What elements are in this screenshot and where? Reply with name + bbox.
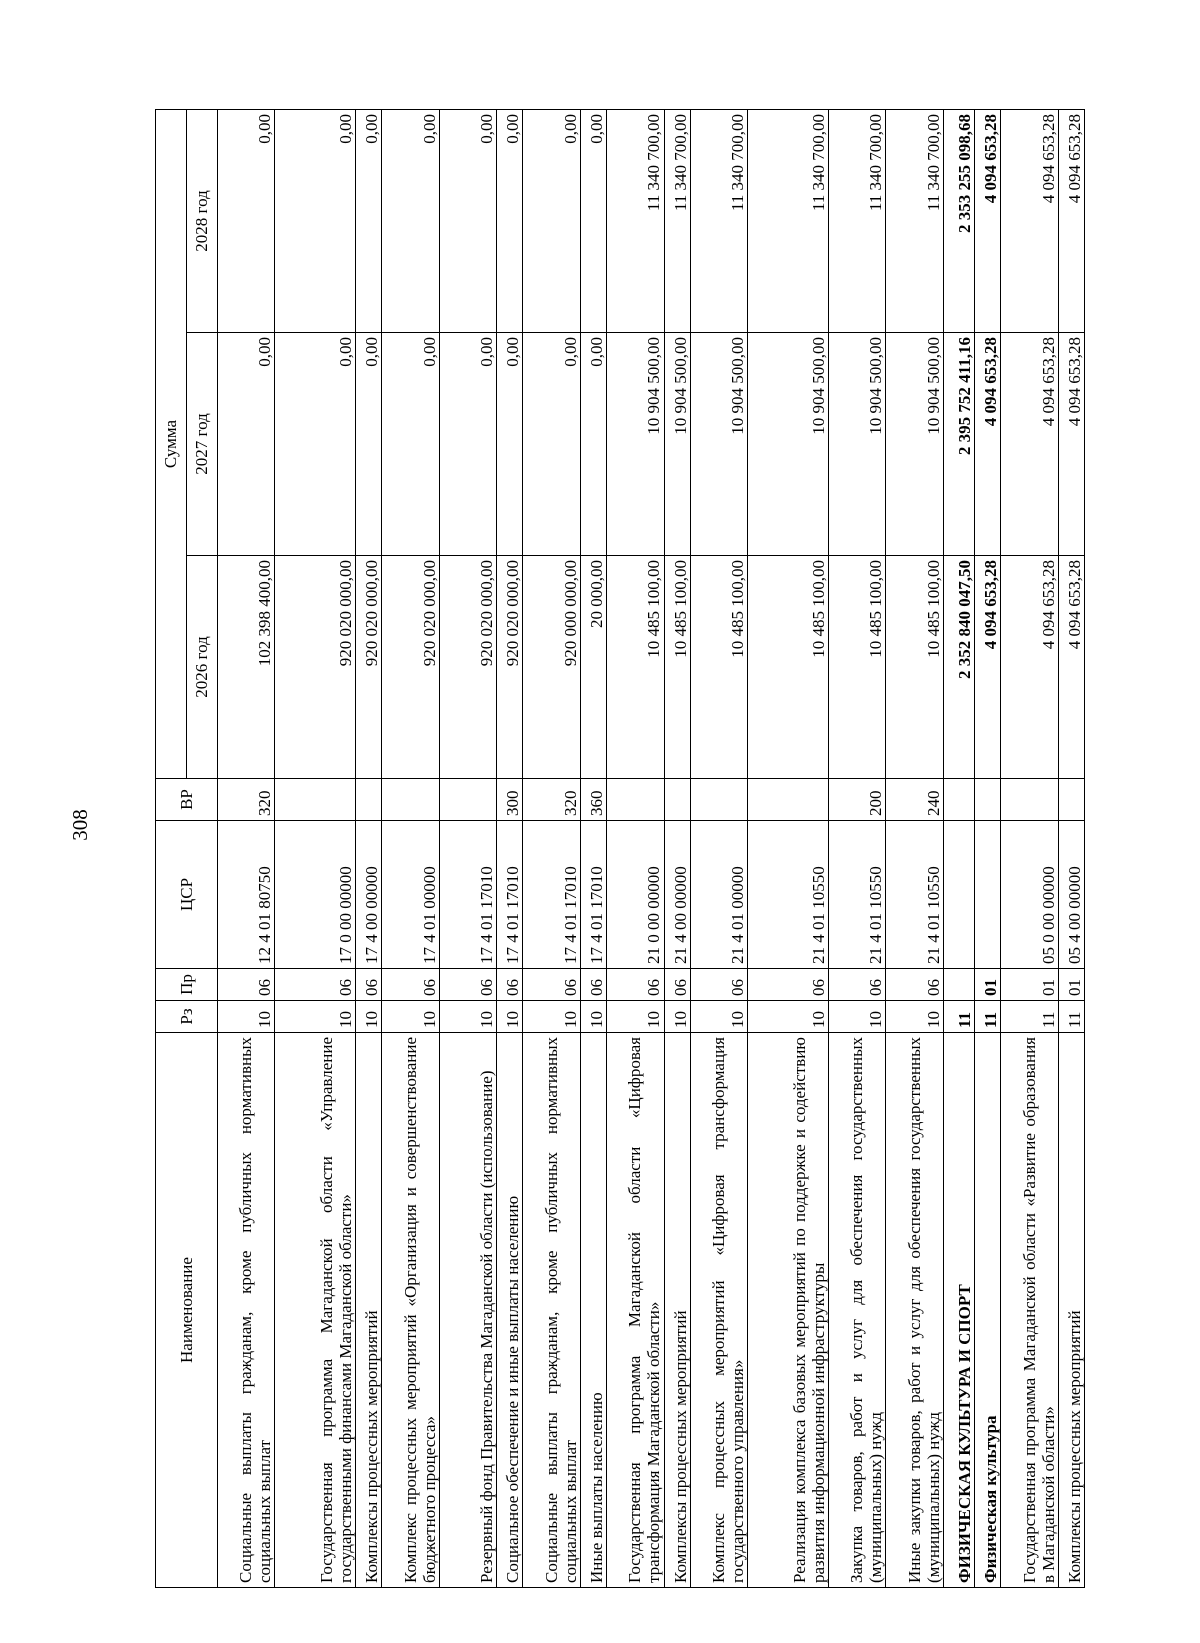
row-vr [356, 779, 382, 821]
row-csr: 21 0 00 00000 [607, 821, 664, 969]
row-sum-2027: 0,00 [218, 333, 275, 556]
row-sum-2028: 11 340 700,00 [690, 110, 747, 333]
table-row [828, 110, 885, 1588]
row-sum-2026: 4 094 653,28 [1058, 556, 1084, 779]
table-row [664, 110, 690, 1588]
row-vr: 360 [580, 779, 606, 821]
row-vr: 300 [497, 779, 523, 821]
row-csr: 05 0 00 00000 [1001, 821, 1058, 969]
row-csr: 05 4 00 00000 [1058, 821, 1084, 969]
row-sum-2028: 0,00 [356, 110, 382, 333]
row-sum-2028: 0,00 [523, 110, 580, 333]
row-sum-2027: 4 094 653,28 [1058, 333, 1084, 556]
row-vr [607, 779, 664, 821]
header-vr: ВР [156, 779, 218, 821]
row-name: Комплекс процессных мероприятий «Цифровая трансформация государственного управления» [690, 1033, 747, 1588]
row-rz: 10 [580, 1001, 606, 1033]
row-rz: 10 [356, 1001, 382, 1033]
table-row [356, 110, 382, 1588]
row-pr: 06 [607, 969, 664, 1001]
row-name: Комплексы процессных мероприятий [664, 1033, 690, 1588]
table-row [974, 110, 1000, 1588]
row-sum-2028: 4 094 653,28 [1001, 110, 1058, 333]
row-rz: 11 [974, 1001, 1000, 1033]
row-pr [943, 969, 974, 1001]
row-sum-2028: 0,00 [439, 110, 496, 333]
row-sum-2028: 0,00 [497, 110, 523, 333]
row-pr: 06 [828, 969, 885, 1001]
row-csr: 17 0 00 00000 [275, 821, 356, 969]
row-csr: 17 4 01 17010 [439, 821, 496, 969]
row-sum-2026: 10 485 100,00 [607, 556, 664, 779]
row-pr: 06 [382, 969, 439, 1001]
row-pr: 06 [664, 969, 690, 1001]
row-sum-2026: 920 020 000,00 [439, 556, 496, 779]
header-year-2026: 2026 год [187, 556, 218, 779]
row-sum-2027: 10 904 500,00 [828, 333, 885, 556]
row-sum-2028: 0,00 [382, 110, 439, 333]
row-rz: 10 [382, 1001, 439, 1033]
row-rz: 10 [523, 1001, 580, 1033]
row-rz: 10 [275, 1001, 356, 1033]
row-name: Реализация комплекса базовых мероприятий по поддержке и содействию развития информационной инфраструктуры [748, 1033, 829, 1588]
row-name: Государственная программа Магаданской области «Управление государственными финансами Магаданской области» [275, 1033, 356, 1588]
row-sum-2026: 920 020 000,00 [356, 556, 382, 779]
row-rz: 10 [690, 1001, 747, 1033]
row-rz: 10 [439, 1001, 496, 1033]
row-csr: 17 4 01 17010 [523, 821, 580, 969]
row-rz: 11 [1058, 1001, 1084, 1033]
row-sum-2028: 11 340 700,00 [886, 110, 943, 333]
row-csr: 17 4 01 17010 [580, 821, 606, 969]
row-sum-2027: 0,00 [356, 333, 382, 556]
row-vr [664, 779, 690, 821]
row-csr: 12 4 01 80750 [218, 821, 275, 969]
row-sum-2028: 0,00 [218, 110, 275, 333]
row-vr: 200 [828, 779, 885, 821]
row-sum-2028: 4 094 653,28 [1058, 110, 1084, 333]
row-pr: 01 [1001, 969, 1058, 1001]
row-sum-2026: 20 000,00 [580, 556, 606, 779]
row-sum-2027: 10 904 500,00 [607, 333, 664, 556]
row-name: Социальное обеспечение и иные выплаты населению [497, 1033, 523, 1588]
row-name: Комплексы процессных мероприятий [356, 1033, 382, 1588]
row-rz: 10 [828, 1001, 885, 1033]
row-rz: 10 [664, 1001, 690, 1033]
header-name: Наименование [156, 1033, 218, 1588]
row-sum-2026: 920 020 000,00 [275, 556, 356, 779]
row-sum-2026: 102 398 400,00 [218, 556, 275, 779]
table-row [943, 110, 974, 1588]
row-rz: 10 [748, 1001, 829, 1033]
row-csr: 21 4 01 10550 [748, 821, 829, 969]
row-sum-2027: 0,00 [382, 333, 439, 556]
page-number: 308 [68, 809, 92, 841]
row-pr: 06 [497, 969, 523, 1001]
table-row [1001, 110, 1058, 1588]
table-row [607, 110, 664, 1588]
header-year-2027: 2027 год [187, 333, 218, 556]
row-vr [439, 779, 496, 821]
row-csr [943, 821, 974, 969]
table-row [1058, 110, 1084, 1588]
row-sum-2027: 0,00 [497, 333, 523, 556]
row-csr: 21 4 00 00000 [664, 821, 690, 969]
row-csr: 21 4 01 00000 [690, 821, 747, 969]
table-row [523, 110, 580, 1588]
row-vr [690, 779, 747, 821]
row-rz: 10 [607, 1001, 664, 1033]
row-name: Иные выплаты населению [580, 1033, 606, 1588]
header-rz: Рз [156, 1001, 218, 1033]
row-sum-2026: 10 485 100,00 [886, 556, 943, 779]
table-row [580, 110, 606, 1588]
row-csr: 21 4 01 10550 [828, 821, 885, 969]
row-sum-2028: 11 340 700,00 [664, 110, 690, 333]
budget-table [155, 109, 1085, 1588]
row-rz: 10 [886, 1001, 943, 1033]
row-pr: 06 [748, 969, 829, 1001]
row-sum-2028: 0,00 [580, 110, 606, 333]
row-sum-2027: 10 904 500,00 [886, 333, 943, 556]
row-sum-2028: 0,00 [275, 110, 356, 333]
header-sum: Сумма [156, 110, 187, 779]
row-name: Закупка товаров, работ и услуг для обеспечения государственных (муниципальных) нужд [828, 1033, 885, 1588]
row-name: Иные закупки товаров, работ и услуг для обеспечения государственных (муниципальных) нужд [886, 1033, 943, 1588]
header-csr: ЦСР [156, 821, 218, 969]
row-name: Государственная программа Магаданской области «Развитие образования в Магаданской области» [1001, 1033, 1058, 1588]
row-vr: 240 [886, 779, 943, 821]
row-name: Комплексы процессных мероприятий [1058, 1033, 1084, 1588]
row-sum-2026: 4 094 653,28 [1001, 556, 1058, 779]
row-sum-2026: 10 485 100,00 [690, 556, 747, 779]
row-vr [1001, 779, 1058, 821]
row-name: Физическая культура [974, 1033, 1000, 1588]
table-row [275, 110, 356, 1588]
row-sum-2026: 10 485 100,00 [828, 556, 885, 779]
row-csr: 21 4 01 10550 [886, 821, 943, 969]
row-vr [382, 779, 439, 821]
row-name: Социальные выплаты гражданам, кроме публичных нормативных социальных выплат [218, 1033, 275, 1588]
row-pr: 06 [439, 969, 496, 1001]
header-pr: Пр [156, 969, 218, 1001]
row-pr: 06 [690, 969, 747, 1001]
row-sum-2027: 0,00 [275, 333, 356, 556]
row-csr: 17 4 01 00000 [382, 821, 439, 969]
row-rz: 10 [218, 1001, 275, 1033]
row-vr: 320 [523, 779, 580, 821]
row-sum-2026: 2 352 840 047,50 [943, 556, 974, 779]
row-sum-2028: 11 340 700,00 [828, 110, 885, 333]
row-vr [748, 779, 829, 821]
row-sum-2026: 10 485 100,00 [664, 556, 690, 779]
row-sum-2028: 11 340 700,00 [748, 110, 829, 333]
row-csr: 17 4 00 00000 [356, 821, 382, 969]
table-row [382, 110, 439, 1588]
row-sum-2028: 2 353 255 098,68 [943, 110, 974, 333]
row-vr [943, 779, 974, 821]
row-sum-2027: 10 904 500,00 [664, 333, 690, 556]
row-vr [275, 779, 356, 821]
row-sum-2026: 10 485 100,00 [748, 556, 829, 779]
row-name: Резервный фонд Правительства Магаданской области (использование) [439, 1033, 496, 1588]
row-name: ФИЗИЧЕСКАЯ КУЛЬТУРА И СПОРТ [943, 1033, 974, 1588]
row-sum-2026: 920 000 000,00 [523, 556, 580, 779]
row-pr: 06 [523, 969, 580, 1001]
row-pr: 06 [886, 969, 943, 1001]
row-sum-2026: 4 094 653,28 [974, 556, 1000, 779]
row-vr: 320 [218, 779, 275, 821]
table-row [690, 110, 747, 1588]
row-pr: 06 [356, 969, 382, 1001]
table-body [218, 110, 1085, 1588]
row-sum-2028: 4 094 653,28 [974, 110, 1000, 333]
row-rz: 10 [497, 1001, 523, 1033]
row-pr: 01 [1058, 969, 1084, 1001]
table-row [886, 110, 943, 1588]
row-vr [974, 779, 1000, 821]
row-pr: 06 [275, 969, 356, 1001]
row-pr: 06 [218, 969, 275, 1001]
row-name: Комплекс процессных мероприятий «Организация и совершенствование бюджетного процесса» [382, 1033, 439, 1588]
row-sum-2027: 4 094 653,28 [1001, 333, 1058, 556]
row-sum-2027: 10 904 500,00 [748, 333, 829, 556]
row-sum-2027: 0,00 [523, 333, 580, 556]
table-row [497, 110, 523, 1588]
row-rz: 11 [1001, 1001, 1058, 1033]
table-row [218, 110, 275, 1588]
row-sum-2026: 920 020 000,00 [382, 556, 439, 779]
row-sum-2026: 920 020 000,00 [497, 556, 523, 779]
row-pr: 06 [580, 969, 606, 1001]
row-pr: 01 [974, 969, 1000, 1001]
row-name: Государственная программа Магаданской области «Цифровая трансформация Магаданской области» [607, 1033, 664, 1588]
header-year-2028: 2028 год [187, 110, 218, 333]
row-sum-2027: 2 395 752 411,16 [943, 333, 974, 556]
row-csr [974, 821, 1000, 969]
row-sum-2027: 0,00 [580, 333, 606, 556]
row-csr: 17 4 01 17010 [497, 821, 523, 969]
row-sum-2027: 4 094 653,28 [974, 333, 1000, 556]
row-sum-2028: 11 340 700,00 [607, 110, 664, 333]
row-sum-2027: 10 904 500,00 [690, 333, 747, 556]
row-sum-2027: 0,00 [439, 333, 496, 556]
row-vr [1058, 779, 1084, 821]
table-row [439, 110, 496, 1588]
rotated-table-container [155, 110, 1085, 1588]
table-row [748, 110, 829, 1588]
row-name: Социальные выплаты гражданам, кроме публичных нормативных социальных выплат [523, 1033, 580, 1588]
row-rz: 11 [943, 1001, 974, 1033]
